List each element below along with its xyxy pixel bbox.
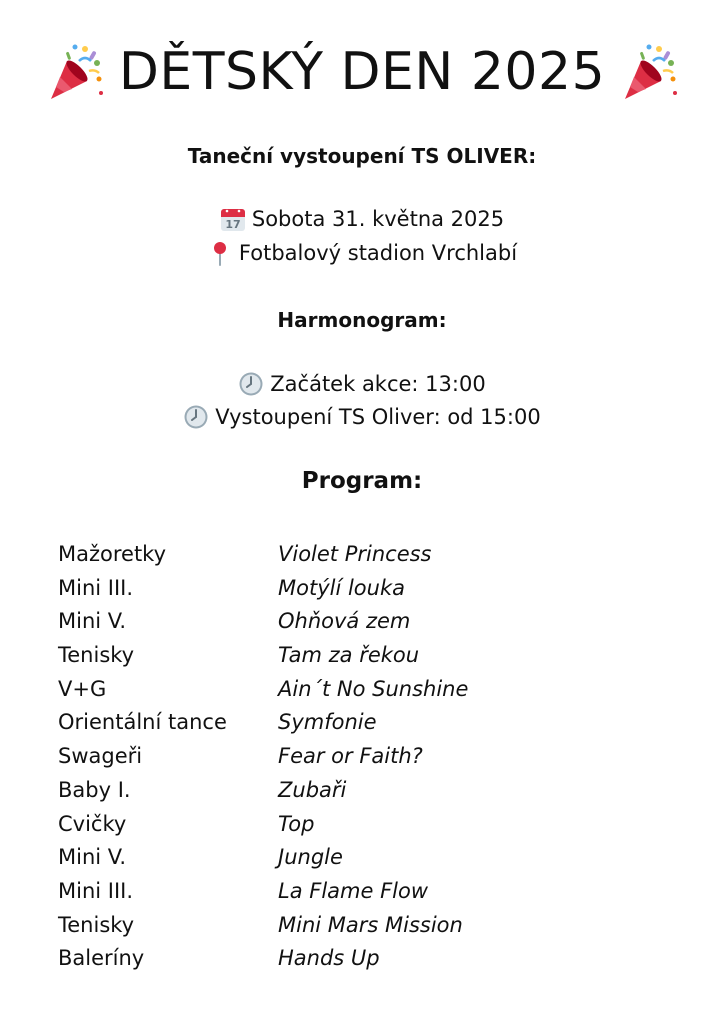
dance-name: Motýlí louka: [278, 575, 405, 600]
group-name: Swageři: [58, 744, 143, 769]
schedule-start-text: Začátek akce: 13:00: [270, 372, 486, 396]
calendar-icon: [220, 206, 246, 232]
group-name: Mini III.: [58, 878, 134, 903]
list-item: [58, 639, 678, 673]
list-item: [58, 875, 678, 909]
schedule-performance-text: Vystoupení TS Oliver: od 15:00: [215, 405, 541, 429]
list-item: [58, 909, 678, 943]
dance-name: Violet Princess: [278, 542, 432, 566]
dance-name: La Flame Flow: [278, 878, 429, 903]
group-name: V+G: [58, 676, 107, 701]
schedule-performance: [0, 404, 724, 430]
group-name: Cvičky: [58, 811, 127, 836]
list-item: [58, 841, 678, 875]
dance-name: Mini Mars Mission: [278, 912, 463, 937]
event-date-text: Sobota 31. května 2025: [251, 207, 505, 231]
list-item: [58, 808, 678, 842]
list-item: [58, 774, 678, 808]
dance-name: Hands Up: [278, 946, 380, 971]
group-name: Mažoretky: [58, 542, 167, 566]
group-name: Mini V.: [58, 845, 127, 870]
dance-name: Jungle: [278, 845, 343, 870]
event-place-text: Fotbalový stadion Vrchlabí: [238, 241, 518, 265]
list-item: [58, 740, 678, 774]
program-heading: Program:: [301, 468, 423, 494]
schedule-start: [0, 371, 724, 397]
dance-name: Tam za řekou: [278, 643, 420, 668]
list-item: [58, 572, 678, 606]
group-name: Baleríny: [58, 946, 145, 971]
list-item: [58, 706, 678, 740]
group-name: Mini V.: [58, 609, 127, 634]
party-popper-icon: [619, 41, 679, 103]
clock-icon: [183, 404, 209, 430]
group-name: Baby I.: [58, 777, 131, 802]
dance-name: Symfonie: [278, 710, 377, 735]
group-name: Tenisky: [58, 912, 135, 937]
event-date: [0, 206, 724, 232]
dance-name: Ohňová zem: [278, 609, 411, 634]
dance-name: Fear or Faith?: [278, 744, 423, 769]
list-item: [58, 673, 678, 707]
title-row: [0, 34, 724, 110]
page-title: DĚTSKÝ DEN 2025: [118, 42, 606, 102]
list-item: [58, 538, 678, 572]
group-name: Orientální tance: [58, 710, 227, 735]
clock-icon: [238, 371, 264, 397]
group-name: Tenisky: [58, 643, 135, 668]
pin-icon: [207, 240, 233, 266]
program-list: [58, 538, 678, 976]
event-place: [0, 240, 724, 266]
list-item: [58, 605, 678, 639]
dance-name: Ain´t No Sunshine: [278, 676, 469, 701]
party-popper-icon: [45, 41, 105, 103]
dance-name: Top: [278, 811, 315, 836]
list-item: [58, 942, 678, 976]
subtitle: Taneční vystoupení TS OLIVER:: [187, 144, 537, 168]
svg-text:17: 17: [225, 218, 241, 231]
group-name: Mini III.: [58, 575, 134, 600]
harmonogram-heading: Harmonogram:: [277, 308, 447, 332]
dance-name: Zubaři: [278, 777, 347, 802]
